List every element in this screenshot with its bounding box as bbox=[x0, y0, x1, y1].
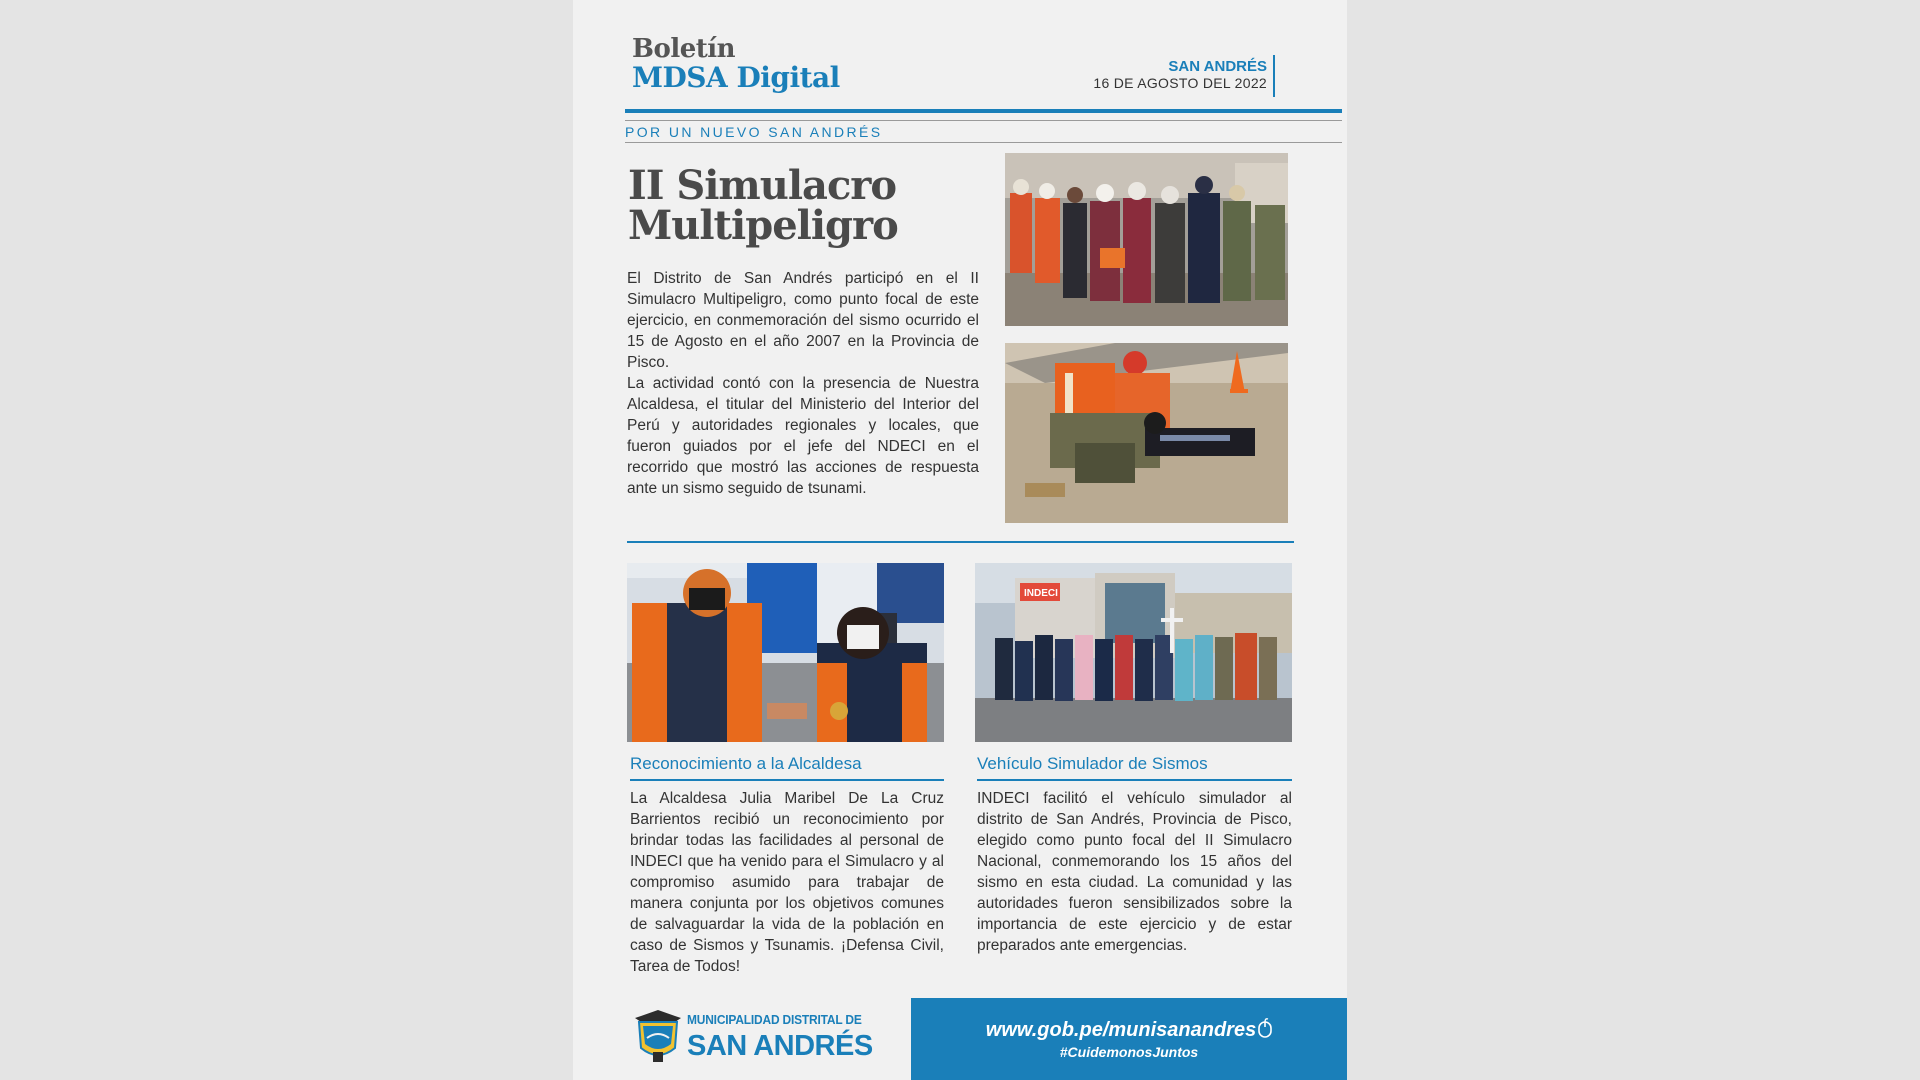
brand-line-1: Boletín bbox=[632, 34, 736, 64]
date-block bbox=[1093, 58, 1267, 91]
logo-line-1: MUNICIPALIDAD DISTRITAL DE bbox=[687, 1012, 862, 1027]
mouse-icon bbox=[1258, 1018, 1272, 1038]
date-divider bbox=[1273, 55, 1275, 97]
column-rule-2 bbox=[977, 779, 1292, 781]
column-title-recognition: Reconocimiento a la Alcaldesa bbox=[630, 754, 862, 773]
newsletter-brand bbox=[632, 36, 840, 92]
newsletter-page bbox=[573, 0, 1347, 1080]
issue-date: 16 DE AGOSTO DEL 2022 bbox=[1093, 75, 1267, 92]
photo-recognition-handshake bbox=[627, 563, 944, 742]
tagline: POR UN NUEVO SAN ANDRÉS bbox=[625, 124, 883, 140]
article-title-line-1: II Simulacro bbox=[628, 162, 897, 209]
tagline-rule-top bbox=[625, 120, 1342, 121]
column-text-recognition: La Alcaldesa Julia Maribel De La Cruz Barrientos recibió un reconocimiento por brindar todas las facilidades al personal de INDECI que ha venido para el Simulacro y al compromiso asumido para trabajar de manera conjunta por los objetivos comunes de salvaguardar la vida de la población en caso de Sismos y Tsunamis. ¡Defensa Civil, Tarea de Todos! bbox=[630, 790, 944, 975]
photo-indeci-group bbox=[975, 563, 1292, 742]
photo-officials-walking bbox=[1005, 153, 1288, 326]
article-title bbox=[628, 162, 988, 249]
place-label: SAN ANDRÉS bbox=[1168, 58, 1267, 75]
tagline-rule-bottom bbox=[625, 142, 1342, 143]
article-title-line-2: Multipeligro bbox=[628, 202, 898, 249]
indeci-sign-text: INDECI bbox=[1024, 588, 1058, 599]
column-title-simulator: Vehículo Simulador de Sismos bbox=[977, 754, 1208, 773]
footer-band bbox=[911, 998, 1347, 1080]
website-url[interactable] bbox=[911, 1018, 1347, 1042]
photo-rescue-drill bbox=[1005, 343, 1288, 523]
coat-of-arms-icon bbox=[631, 1008, 685, 1066]
brand-line-2: MDSA Digital bbox=[632, 61, 840, 94]
article-paragraph-1: El Distrito de San Andrés participó en el II Simulacro Multipeligro, como punto focal de este ejercicio, en conmemoración del sismo ocurrido el 15 de Agosto en el año 2007 en la Provincia de Pisco. bbox=[627, 270, 979, 371]
hashtag: #CuidemonosJuntos bbox=[1059, 1044, 1199, 1060]
header-rule bbox=[625, 109, 1342, 113]
column-rule-1 bbox=[630, 779, 944, 781]
website-url-text[interactable]: www.gob.pe/munisanandres bbox=[985, 1019, 1257, 1041]
logo-line-2: SAN ANDRÉS bbox=[687, 1030, 873, 1062]
article-paragraph-2: La actividad contó con la presencia de Nuestra Alcaldesa, el titular del Ministerio del Interior del Perú y autoridades regionales y locales, que fueron guiados por el jefe del NDECI en el recorrido que mostró las acciones de respuesta ante un sismo seguido de tsunami. bbox=[627, 375, 979, 497]
column-text-simulator: INDECI facilitó el vehículo simulador al distrito de San Andrés, Provincia de Pisco, elegido como punto focal del II Simulacro Nacional, conmemorando los 15 años del sismo en esta ciudad. La comunidad y las autoridades fueron sensibilizados sobre la importancia de este ejercicio y de estar preparados ante emergencias. bbox=[977, 790, 1292, 954]
section-divider bbox=[627, 541, 1294, 543]
